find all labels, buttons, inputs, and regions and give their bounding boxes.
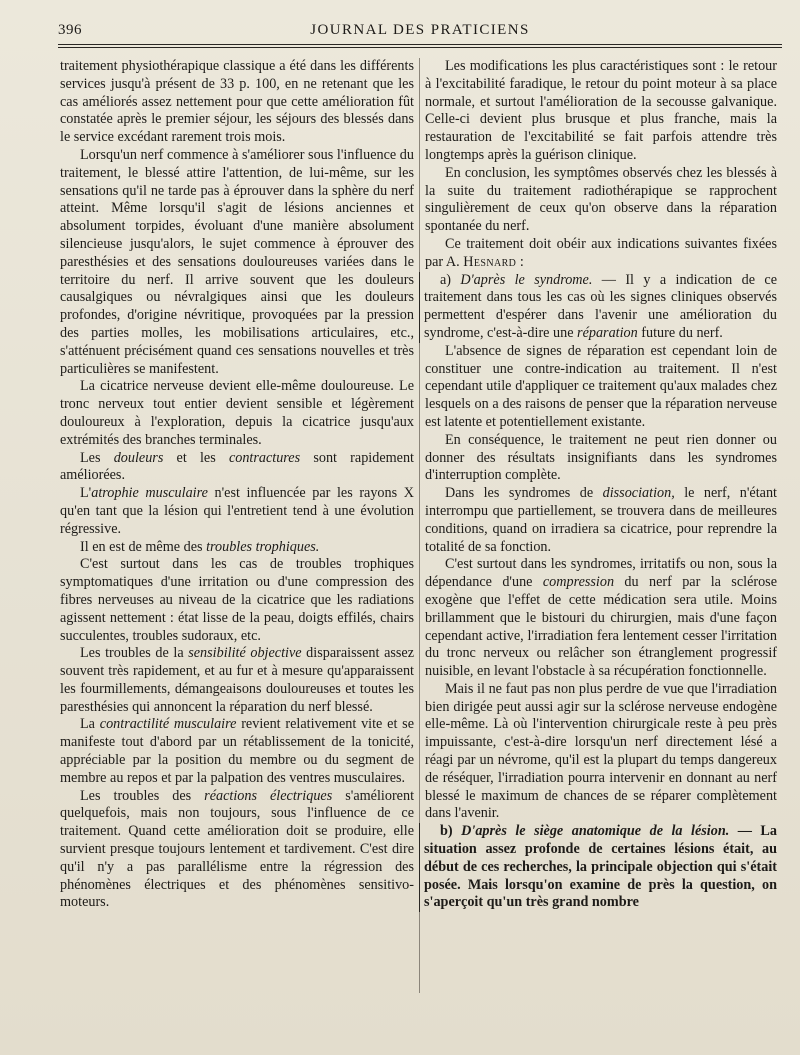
- paragraph-text: Les: [80, 449, 114, 466]
- paragraph: [425, 432, 777, 485]
- italic-text: D'après le syndrome.: [460, 271, 593, 288]
- paragraph-text: Les modifications les plus caractéristiques sont : le retour à l'excitabilité faradique, le retour du point moteur à sa place normale, et surtout l'amélioration de la secousse galvanique. Celle-ci devient plus brusque et plus franche, mais la restauration de l'excitabilité se fait parfois attendre très longtemps après la guérison clinique.: [425, 58, 777, 163]
- paragraph-text: La: [80, 716, 100, 733]
- italic-text: sensibilité objective: [188, 645, 302, 662]
- paragraph-text: Les troubles des: [80, 787, 205, 804]
- paragraph-text: Il en est de même des: [80, 538, 207, 555]
- italic-text: contractures: [228, 449, 301, 466]
- paragraph: [60, 716, 414, 787]
- paragraph: [60, 645, 414, 716]
- paragraph: [60, 450, 414, 486]
- paragraph-text: Dans les syndromes de: [445, 485, 603, 502]
- paragraph: [60, 485, 414, 538]
- running-title: JOURNAL DES PRATICIENS: [310, 22, 530, 38]
- italic-text: douleurs: [113, 449, 164, 466]
- italic-text: réactions électriques: [204, 787, 333, 804]
- paragraph-text: La cicatrice nerveuse devient elle-même douloureuse. Le tronc nerveux tout entier devient sensible et légèrement douloureux à l'exploration, depuis la cicatrice jusqu'aux extrémités des branches terminales.: [60, 378, 414, 448]
- paragraph-text: En conséquence, le traitement ne peut rien donner ou donner des résultats insignifiants dans les syndromes d'interruption complète.: [425, 431, 777, 484]
- paragraph-text: future du nerf.: [637, 324, 723, 341]
- paragraph: [425, 58, 777, 165]
- paragraph-text: sont rapidement améliorées.: [60, 449, 414, 484]
- paragraph-text: C'est surtout dans les syndromes, irritatifs ou non, sous la dépendance d'une: [425, 556, 777, 591]
- paragraph-text: et les: [163, 449, 229, 466]
- paragraph: [60, 556, 414, 645]
- indication-section: [419, 823, 777, 912]
- paragraph-text: b): [440, 823, 462, 840]
- italic-text: contractilité musculaire: [99, 716, 237, 733]
- italic-text: atrophie musculaire: [91, 485, 208, 502]
- page-number: 396: [58, 22, 82, 38]
- paragraph: [60, 539, 414, 557]
- paragraph-text: — Il y a indication de ce traitement dans tous les cas où les signes cliniques observés permettent d'espérer dans l'avenir une amélioration du syndrome, c'est-à-dire une: [424, 271, 777, 341]
- paragraph: [424, 272, 777, 343]
- paragraph-text: Les troubles de la: [80, 645, 189, 662]
- paragraph: [425, 485, 777, 556]
- paragraph: [425, 165, 777, 236]
- paragraph-text: traitement physiothérapique classique a été dans les différents services jusqu'à présent de 33 p. 100, en ne retenant que les cas améliorés assez nettement pour que cette amélioration fût constatée après le premier séjour, les séjours des blessés dans le service excédant rarement trois mois.: [60, 58, 414, 146]
- paragraph-text: Lorsqu'un nerf commence à s'améliorer sous l'influence du traitement, le blessé attire l'attention, de lui-même, sur les sensations qu'il ne tarde pas à éprouver dans la sphère du nerf atteint. Même lorsqu'il s'agit de lésions anciennes et absolument torpides, évoluant d'une manière absolument silencieuse jusqu'alors, le sujet commence à éprouver des paresthésies et des sensations douloureuses variées dans le territoire du nerf. Il arrive souvent que les douleurs causalgiques ou névralgiques ainsi que les douleurs profondes, d'origine névritique, provoquées par la pression des parties molles, les mobilisations articulaires, etc., s'atténuent précisément quand ces sensations nouvelles et très particulières se manifestent.: [60, 146, 414, 377]
- paragraph-text: En conclusion, les symptômes observés chez les blessés à la suite du traitement radiothérapique se rapprochent singulièrement de ceux qu'on observe dans la réparation spontanée du nerf.: [425, 164, 777, 235]
- right-column: [425, 58, 777, 912]
- paragraph: [60, 788, 414, 913]
- paragraph-text: C'est surtout dans les cas de troubles trophiques symptomatiques d'une irritation ou d'une compression des fibres nerveuses au niveau de la cicatrice que les radiations agissent nettement : état lisse de la peau, doigts effilés, chairs succulentes, troubles sudoraux, etc.: [60, 556, 414, 644]
- italic-text: dissociation,: [602, 485, 675, 502]
- paragraph-text: — La situation assez profonde de certaines lésions était, au début de ces recherches, la principale objection qui s'était posée. Mais lorsqu'on examine de près la question, on s'aperçoit qu'un très grand nombre: [424, 823, 777, 911]
- header-rule: [58, 44, 782, 48]
- italic-text: D'après le siège anatomique de la lésion.: [461, 823, 730, 840]
- paragraph: [424, 823, 777, 912]
- paragraph-text: :: [516, 253, 524, 270]
- paragraph: [425, 236, 777, 272]
- paragraph: [60, 58, 414, 147]
- left-column: [60, 58, 414, 912]
- paragraph-text: revient relativement vite et se manifeste tout d'abord par un rétablissement de la tonicité, appréciable par la position du membre ou du segment de membre au repos et par la palpation des ventres musculaires.: [60, 716, 414, 786]
- paragraph-text: disparaissent assez souvent très rapidement, et au fur et à mesure qu'apparaissent les fourmillements, démangeaisons douloureuses et toutes les paresthésies qui annoncent la réparation du nerf blessé.: [60, 645, 414, 715]
- paragraph-text: le nerf, n'étant interrompu que partiellement, se trouvera dans de meilleures conditions, quand on irradiera sa cicatrice, pour reprendre la totalité de sa fonction.: [425, 485, 777, 555]
- italic-text: troubles trophiques.: [206, 538, 320, 555]
- paragraph-text: Ce traitement doit obéir aux indications suivantes fixées par A.: [425, 235, 777, 270]
- paragraph: [425, 343, 777, 432]
- italic-text: compression: [542, 574, 615, 591]
- paragraph-text: s'améliorent quelquefois, mais non toujours, sous l'influence de ce traitement. Quand cette amélioration doit se produire, elle survient presque toujours lentement et tardivement. C'est dire qu'il n'y a pas parallélisme entre la régression des phénomènes électriques et des phénomènes sensitivo-moteurs.: [60, 787, 415, 911]
- paragraph-text: Hesnard: [463, 253, 517, 270]
- paragraph-text: a): [440, 271, 461, 288]
- paragraph-text: L': [80, 485, 92, 502]
- paragraph: [60, 147, 414, 378]
- paragraph-text: n'est influencée par les rayons X qu'en tant que la lésion qui l'entretient tend à une évolution régressive.: [60, 485, 414, 537]
- indication-section: [419, 272, 777, 343]
- italic-text: réparation: [577, 324, 638, 341]
- paragraph: [60, 378, 414, 449]
- paragraph-text: L'absence de signes de réparation est cependant loin de constituer une contre-indication au traitement. Il n'est cependant utile d'appliquer ce traitement qu'aux malades chez lesquels on a des raisons de penser que la réparation nerveuse est latente et potentiellement existante.: [425, 342, 777, 430]
- paragraph: [425, 556, 777, 681]
- paragraph-text: du nerf par la sclérose exogène que l'effet de cette médication sera utile. Moins brillamment que le bistouri du chirurgien, mais d'une façon cependant active, l'irradiation fera lentement cesser l'irritation du tronc nerveux ou relâcher son étranglement progressif nuisible, en levant l'obstacle à sa récupération fonctionnelle.: [425, 574, 777, 680]
- paragraph-text: Mais il ne faut pas non plus perdre de vue que l'irradiation bien dirigée peut aussi agir sur la sclérose nerveuse endogène elle-même. Là où l'intervention chirurgicale reste à peu près impuissante, c'est-à-dire lorsqu'un nerf directement lésé a réagi par un névrome, qu'il est la plupart du temps dangereux de réséquer, l'irradiation pourra intervenir en donnant au nerf blessé le maximum de chances de se réparer complètement dans l'avenir.: [425, 680, 777, 822]
- paragraph: [425, 681, 777, 823]
